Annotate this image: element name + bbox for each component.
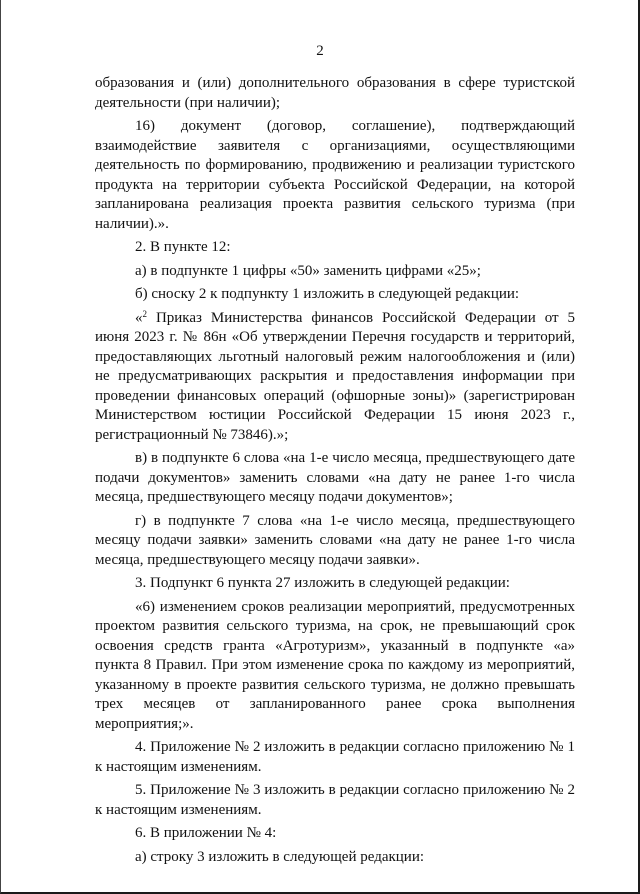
paragraph-continuation: образования и (или) дополнительного образования в сфере туристской деятельности (при наличии); bbox=[95, 75, 575, 111]
page-number: 2 bbox=[316, 43, 324, 59]
paragraph-subpoint-a: а) в подпункте 1 цифры «50» заменить цифрами «25»; bbox=[135, 262, 481, 279]
paragraph-subpoint-a-row3: а) строку 3 изложить в следующей редакции: bbox=[135, 848, 425, 865]
paragraph-subpoint-g: г) в подпункте 7 слова «на 1-е число месяца, предшествующего месяцу подачи заявки» заменить словами «на дату не ранее 1-го числа месяца, предшествующего месяцу подачи заявки». bbox=[95, 512, 575, 568]
paragraph-subpoint-b: б) сноску 2 к подпункту 1 изложить в следующей редакции: bbox=[135, 286, 520, 302]
paragraph-footnote-2 bbox=[95, 309, 575, 446]
paragraph-point-6: 6. В приложении № 4: bbox=[135, 825, 277, 841]
paragraph-subpoint-v: в) в подпункте 6 слова «на 1-е число месяца, предшествующего дате подачи документов» заменить словами «на дату не ранее 1-го числа месяца, предшествующего месяцу подачи документов»; bbox=[95, 450, 575, 505]
footnote-text: Приказ Министерства финансов Российской Федерации от 5 июня 2023 г. № 86н «Об утверждении Перечня государств и территорий, предоставляющих льготный налоговый режим налогообложения и (или) не предусматривающих раскрытия и предоставления информации при проведении финансовых операций (офшорные зоны)» (зарегистрирован Министерством юстиции Российской Федерации 15 июня 2023 г., регистрационный № 73846).»; bbox=[95, 309, 575, 443]
footnote-marker: 2 bbox=[142, 308, 147, 319]
paragraph-item-16: 16) документ (договор, соглашение), подтверждающий взаимодействие заявителя с организациями, осуществляющими деятельность по формированию, продвижению и реализации туристского продукта на территории субъекта Российской Федерации, на которой запланирована реализация проекта развития сельского туризма (при наличии).». bbox=[95, 118, 575, 232]
paragraph-point-3: 3. Подпункт 6 пункта 27 изложить в следующей редакции: bbox=[135, 575, 510, 591]
paragraph-point-5: 5. Приложение № 3 изложить в редакции согласно приложению № 2 к настоящим изменениям. bbox=[95, 782, 575, 818]
footnote-open-quote: « bbox=[135, 309, 143, 326]
paragraph-point-2: 2. В пункте 12: bbox=[135, 239, 231, 255]
paragraph-subitem-6: «6) изменением сроков реализации мероприятий, предусмотренных проектом развития сельского туризма, на срок, не превышающий срок освоения средств гранта «Агротуризм», указанный в подпункте «а» пункта 8 Правил. При этом изменение срока по каждому из мероприятий, указанному в проекте развития сельского туризма, не должно превышать трех месяцев от запланированного ранее срока выполнения мероприятия;». bbox=[95, 598, 575, 732]
document-body bbox=[95, 74, 575, 871]
paragraph-point-4: 4. Приложение № 2 изложить в редакции согласно приложению № 1 к настоящим изменениям. bbox=[95, 739, 575, 775]
